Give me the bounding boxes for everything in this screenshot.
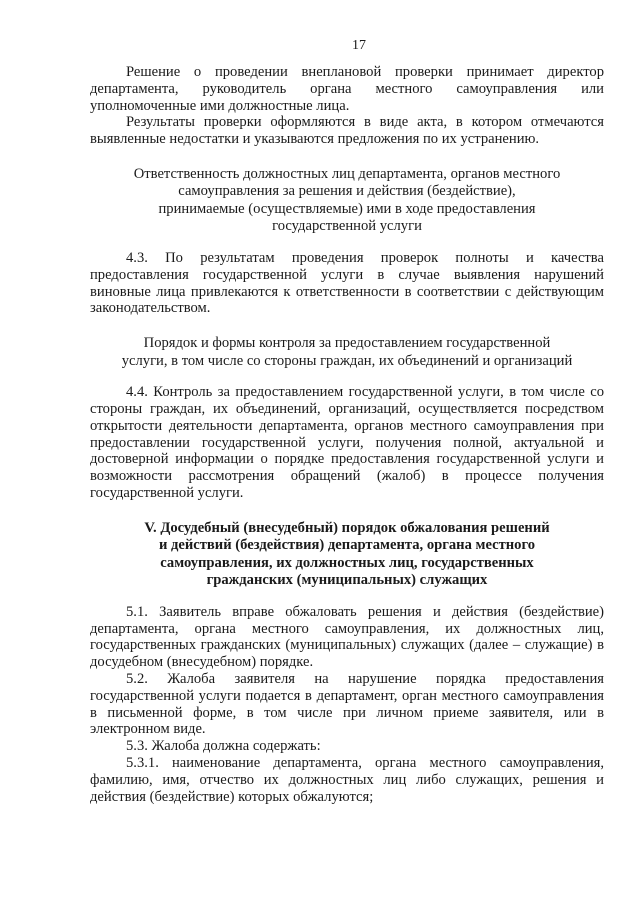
section-title-line: и действий (бездействия) департамента, органа местного bbox=[158, 537, 536, 554]
heading-line: услуги, в том числе со стороны граждан, их объединений и организаций bbox=[121, 352, 573, 369]
heading-control-procedure bbox=[90, 335, 604, 370]
paragraph-5-2: 5.2. Жалоба заявителя на нарушение порядка предоставления государственной услуги подается в департамент, орган местного самоуправления в письменной форме, в том числе при личном приеме заявителя, или в электронном виде. bbox=[90, 670, 604, 738]
page-number: 17 bbox=[352, 38, 366, 53]
heading-line: Порядок и формы контроля за предоставлением государственной bbox=[143, 335, 551, 352]
heading-line: самоуправления за решения и действия (бездействие), bbox=[178, 183, 516, 200]
paragraph-unscheduled-inspection: Решение о проведении внеплановой проверки принимает директор департамента, руководитель органа местного самоуправления или уполномоченные ими должностные лица. bbox=[90, 64, 604, 114]
paragraph-5-1: 5.1. Заявитель вправе обжаловать решения и действия (бездействие) департамента, органа местного самоуправления, их должностных лиц, государственных гражданских (муниципальных) служащих (далее – служащие) в досудебном (внесудебном) порядке. bbox=[90, 603, 604, 671]
paragraph-5-3: 5.3. Жалоба должна содержать: bbox=[126, 738, 321, 755]
section-5-title bbox=[90, 520, 604, 590]
heading-responsibility bbox=[90, 166, 604, 236]
heading-line: Ответственность должностных лиц департамента, органов местного bbox=[133, 165, 561, 182]
paragraph-5-3-1: 5.3.1. наименование департамента, органа местного самоуправления, фамилию, имя, отчество их должностных лиц либо служащих, решения и действия (бездействие) которых обжалуются; bbox=[90, 754, 604, 805]
section-title-line: гражданских (муниципальных) служащих bbox=[206, 572, 488, 589]
heading-line: государственной услуги bbox=[272, 218, 422, 235]
heading-line: принимаемые (осуществляемые) ими в ходе предоставления bbox=[158, 200, 536, 217]
paragraph-4-3: 4.3. По результатам проведения проверок полноты и качества предоставления государственной услуги в случае выявления нарушений виновные лица привлекаются к ответственности в соответствии с действующим законодательством. bbox=[90, 249, 604, 317]
paragraph-4-4: 4.4. Контроль за предоставлением государственной услуги, в том числе со стороны граждан, их объединений, организаций, осуществляется посредством открытости деятельности департамента, органов местного самоуправления при предоставлении государственной услуги, получения полной, актуальной и достоверной информации о порядке предоставления государственной услуги и возможности рассмотрения обращений (жалоб) в процессе получения государственной услуги. bbox=[90, 384, 604, 501]
paragraph-inspection-results: Результаты проверки оформляются в виде акта, в котором отмечаются выявленные недостатки и указываются предложения по их устранению. bbox=[90, 114, 604, 148]
section-title-line: самоуправления, их должностных лиц, государственных bbox=[160, 554, 534, 571]
section-title-line: V. Досудебный (внесудебный) порядок обжалования решений bbox=[144, 519, 550, 536]
